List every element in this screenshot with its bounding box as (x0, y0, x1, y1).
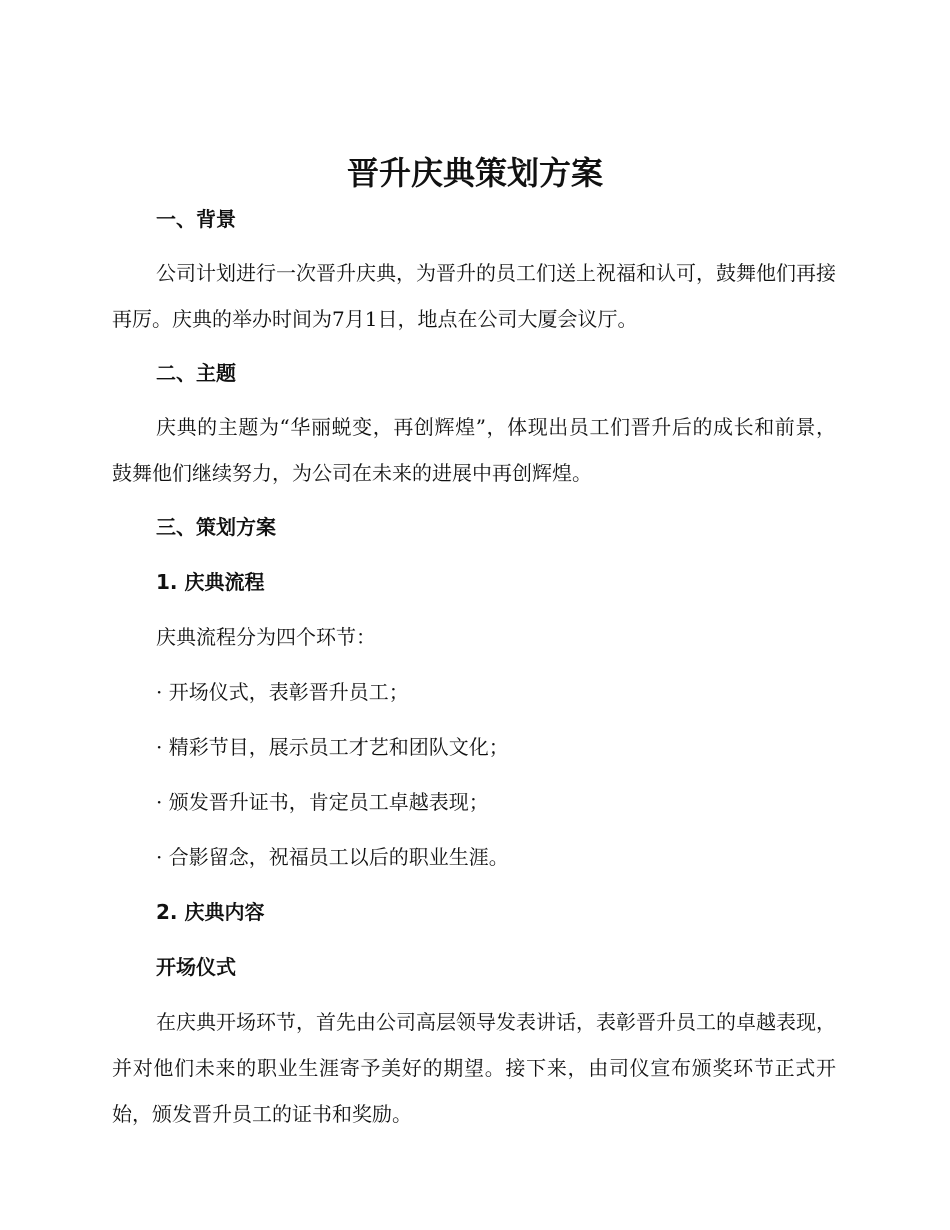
flow-list-item: · 精彩节目，展示员工才艺和团队文化； (156, 735, 509, 759)
flow-list-item: · 合影留念，祝福员工以后的职业生涯。 (156, 845, 509, 869)
paragraph-background: 公司计划进行一次晋升庆典，为晋升的员工们送上祝福和认可，鼓舞他们再接再厉。庆典的举办时间为7月1日，地点在公司大厦会议厅。 (112, 261, 836, 331)
heading-background: 一、背景 (156, 207, 236, 231)
heading-theme: 二、主题 (156, 361, 236, 385)
flow-list-item: · 开场仪式，表彰晋升员工； (156, 680, 409, 704)
document-body (112, 196, 836, 1137)
heading-content: 2. 庆典内容 (156, 900, 265, 924)
flow-list-item: · 颁发晋升证书，肯定员工卓越表现； (156, 790, 489, 814)
heading-flow: 1. 庆典流程 (156, 570, 265, 594)
paragraph-flow-intro: 庆典流程分为四个环节： (156, 625, 376, 649)
document-title: 晋升庆典策划方案 (346, 154, 603, 192)
heading-opening: 开场仪式 (156, 955, 236, 979)
heading-plan: 三、策划方案 (156, 515, 276, 539)
paragraph-opening: 在庆典开场环节，首先由公司高层领导发表讲话，表彰晋升员工的卓越表现，并对他们未来的职业生涯寄予美好的期望。接下来，由司仪宣布颁奖环节正式开始，颁发晋升员工的证书和奖励。 (112, 1010, 836, 1126)
paragraph-theme: 庆典的主题为“华丽蜕变，再创辉煌”，体现出员工们晋升后的成长和前景，鼓舞他们继续努力，为公司在未来的进展中再创辉煌。 (112, 415, 836, 485)
